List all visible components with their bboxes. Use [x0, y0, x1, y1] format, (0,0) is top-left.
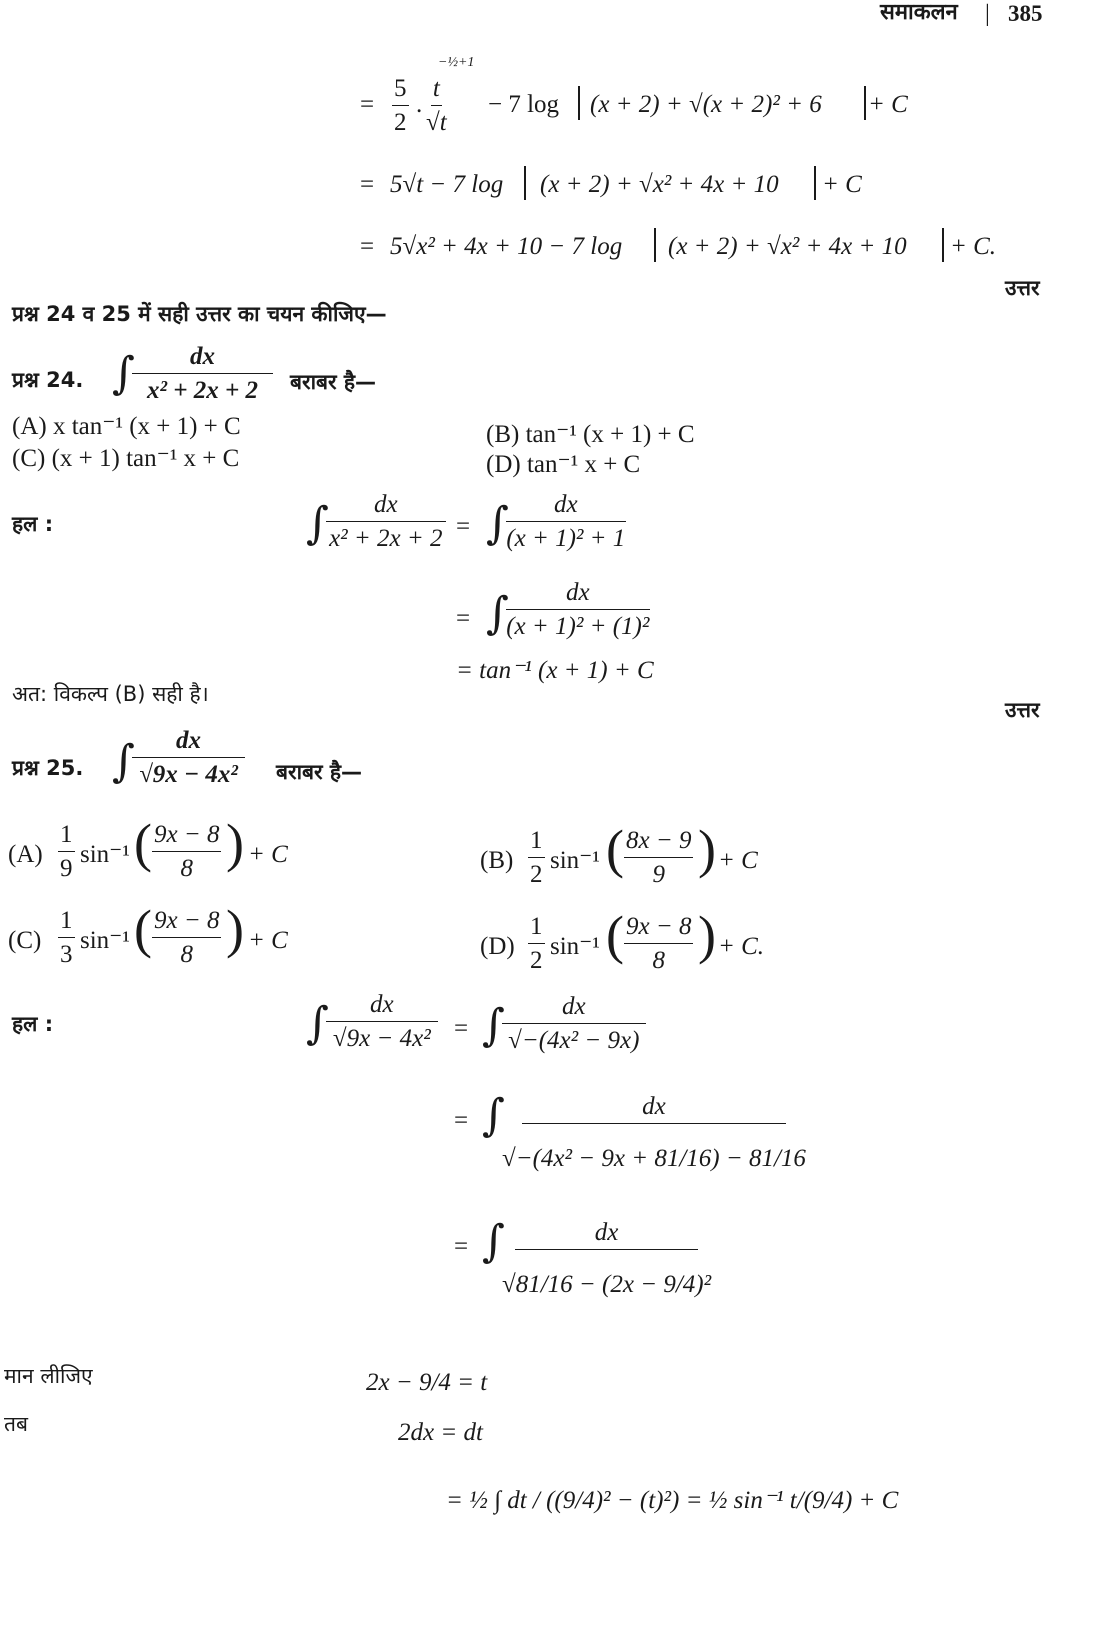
then-label: तब — [4, 1412, 28, 1436]
q24-option-b: (B) tan⁻¹ (x + 1) + C — [486, 421, 695, 448]
q24-option-a: (A) x tan⁻¹ (x + 1) + C — [12, 413, 241, 440]
q24-integrand: $\frac{dx}{\text{x² + 2x + 2}}$ — [132, 344, 273, 403]
q25-equals: बराबर है— — [276, 760, 363, 784]
answer-label-1: उत्तर — [1005, 276, 1040, 300]
q24-equals: बराबर है— — [290, 370, 377, 394]
q25-solution-label: हल : — [12, 1012, 54, 1036]
q25-label: प्रश्न 25. — [12, 756, 84, 780]
q24-label: प्रश्न 24. — [12, 368, 84, 392]
page-number: 385 — [1008, 1, 1043, 26]
integral-sign: ∫ — [112, 348, 135, 399]
q24-option-c: (C) (x + 1) tan⁻¹ x + C — [12, 445, 240, 472]
chapter-title: समाकलन — [880, 0, 958, 25]
integral-sign: ∫ — [112, 736, 135, 787]
q24-conclusion: अत: विकल्प (B) सही है। — [12, 682, 209, 706]
instruction-text: प्रश्न 24 व 25 में सही उत्तर का चयन कीजिए— — [12, 302, 387, 326]
let-equation: 2x − 9/4 = t — [366, 1369, 488, 1396]
q25-integrand: $\frac{dx}{\text{√9x − 4x²}}$ — [132, 728, 245, 787]
then-equation: 2dx = dt — [398, 1419, 483, 1446]
let-label: मान लीजिए — [4, 1364, 93, 1388]
header-separator: | — [985, 1, 990, 27]
q24-solution-result: = tan⁻¹ (x + 1) + C — [456, 657, 654, 684]
q24-solution-label: हल : — [12, 512, 54, 536]
answer-label-2: उत्तर — [1005, 698, 1040, 722]
q24-option-d: (D) tan⁻¹ x + C — [486, 451, 641, 478]
final-result: = ½ ∫ dt / ((9/4)² − (t)²) = ½ sin⁻¹ t/(9/4) + C — [446, 1487, 899, 1514]
